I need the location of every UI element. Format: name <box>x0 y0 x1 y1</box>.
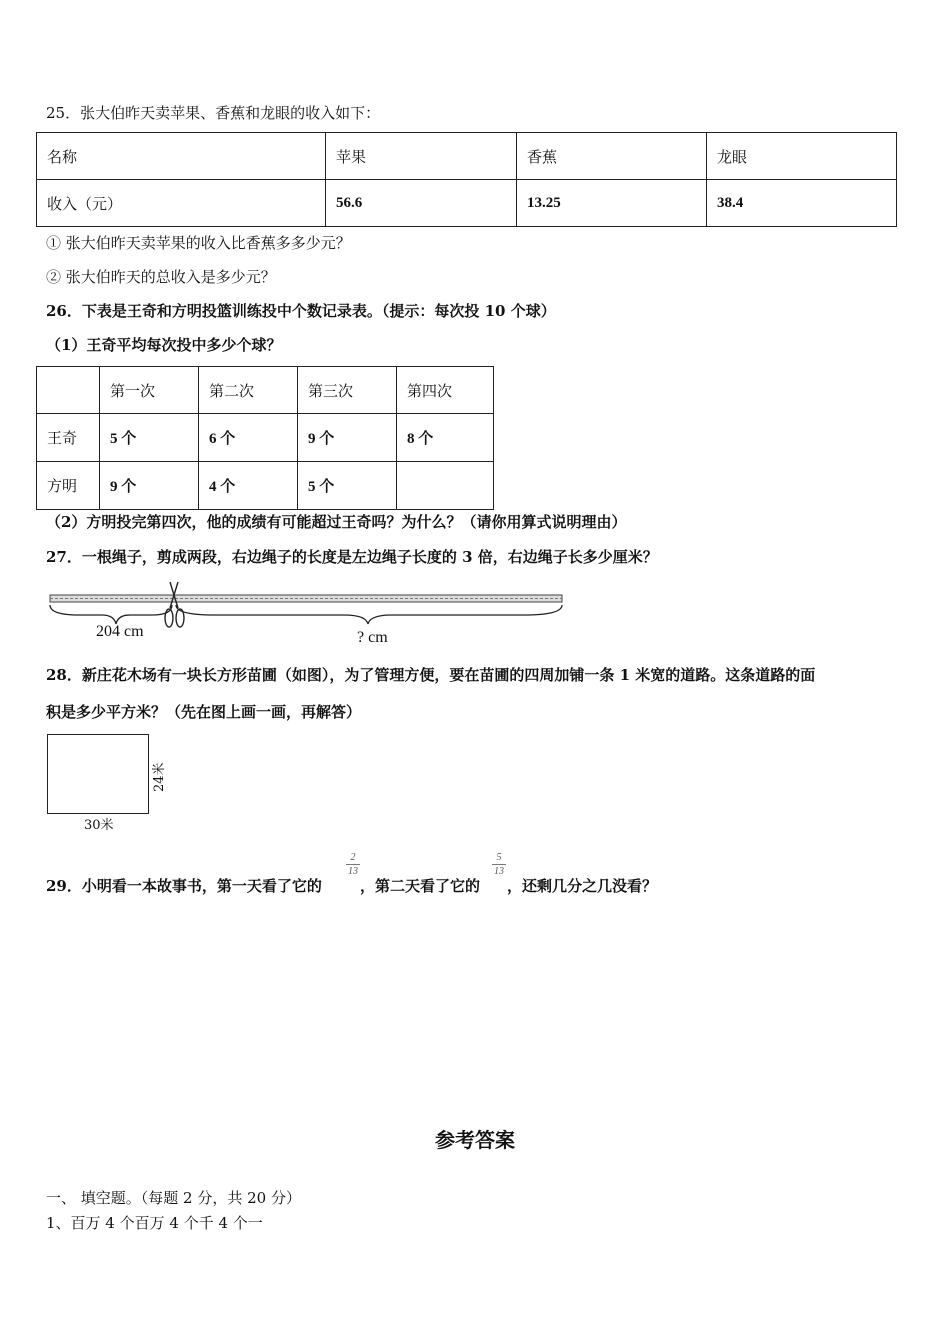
q26-sub1: （1）王奇平均每次投中多少个球？ <box>46 336 282 354</box>
q26-header-cell: 第三次 <box>298 367 397 414</box>
fraction-denominator: 13 <box>494 866 504 877</box>
q25-sub2: ② 张大伯昨天的总收入是多少元？ <box>46 268 276 286</box>
right-brace <box>176 605 562 624</box>
q26-stem: 26．下表是王奇和方明投篮训练投中个数记录表。（提示：每次投 10 个球） <box>46 302 556 320</box>
rope-right-label: ? cm <box>357 629 388 646</box>
q26-header-cell: 第一次 <box>100 367 199 414</box>
q29-fraction-2 <box>492 852 506 877</box>
q25-value-banana: 13.25 <box>517 180 707 227</box>
rect-width-label: 30米 <box>84 818 114 833</box>
rect-height-label: 24米 <box>152 762 167 792</box>
q25-header-cell: 龙眼 <box>707 133 897 180</box>
q25-row-label: 收入（元） <box>37 180 326 227</box>
q26-header-cell <box>37 367 100 414</box>
q29-text-part2: ，第二天看了它的 <box>360 877 481 895</box>
q25-header-cell: 苹果 <box>326 133 517 180</box>
q29-text-part1: 29．小明看一本故事书，第一天看了它的 <box>46 877 322 895</box>
q25-value-apple: 56.6 <box>326 180 517 227</box>
q28-line2: 积是多少平方米？（先在图上画一画，再解答） <box>46 703 362 721</box>
q26-cell: 4 个 <box>199 462 298 510</box>
q25-table <box>36 132 897 227</box>
answers-title: 参考答案 <box>435 1128 515 1152</box>
answer-1: 1、百万 4 个百万 4 个千 4 个一 <box>46 1214 263 1232</box>
q26-cell: 8 个 <box>397 414 494 462</box>
q26-cell: 5 个 <box>100 414 199 462</box>
answers-section-heading: 一、 填空题。（每题 2 分，共 20 分） <box>46 1189 301 1207</box>
q29-fraction-1 <box>346 852 360 877</box>
q25-sub1: ① 张大伯昨天卖苹果的收入比香蕉多多少元？ <box>46 234 351 252</box>
q26-table <box>36 366 494 510</box>
fraction-numerator: 5 <box>496 852 502 863</box>
q26-cell: 5 个 <box>298 462 397 510</box>
q26-cell: 9 个 <box>100 462 199 510</box>
fraction-denominator: 13 <box>348 866 358 877</box>
q25-value-longan: 38.4 <box>707 180 897 227</box>
q26-sub2: （2）方明投完第四次，他的成绩有可能超过王奇吗？为什么？（请你用算式说明理由） <box>46 513 627 531</box>
nursery-rectangle <box>47 734 149 814</box>
q25-stem: 25．张大伯昨天卖苹果、香蕉和龙眼的收入如下： <box>46 104 381 122</box>
q25-header-cell: 香蕉 <box>517 133 707 180</box>
rope-left-label: 204 cm <box>96 623 144 640</box>
q29-text-part3: ，还剩几分之几没看？ <box>507 877 658 895</box>
scissors-icon <box>165 582 184 627</box>
q26-header-cell: 第二次 <box>199 367 298 414</box>
q25-header-cell: 名称 <box>37 133 326 180</box>
q26-row-label: 王奇 <box>37 414 100 462</box>
q27-stem: 27．一根绳子，剪成两段，右边绳子的长度是左边绳子长度的 3 倍，右边绳子长多少厘米？ <box>46 548 658 566</box>
fraction-numerator: 2 <box>350 852 356 863</box>
q26-row-label: 方明 <box>37 462 100 510</box>
q26-cell <box>397 462 494 510</box>
q26-header-cell: 第四次 <box>397 367 494 414</box>
q26-cell: 6 个 <box>199 414 298 462</box>
q26-cell: 9 个 <box>298 414 397 462</box>
q28-line1: 28．新庄花木场有一块长方形苗圃（如图），为了管理方便，要在苗圃的四周加铺一条 1 米宽的道路。这条道路的面 <box>46 666 816 684</box>
